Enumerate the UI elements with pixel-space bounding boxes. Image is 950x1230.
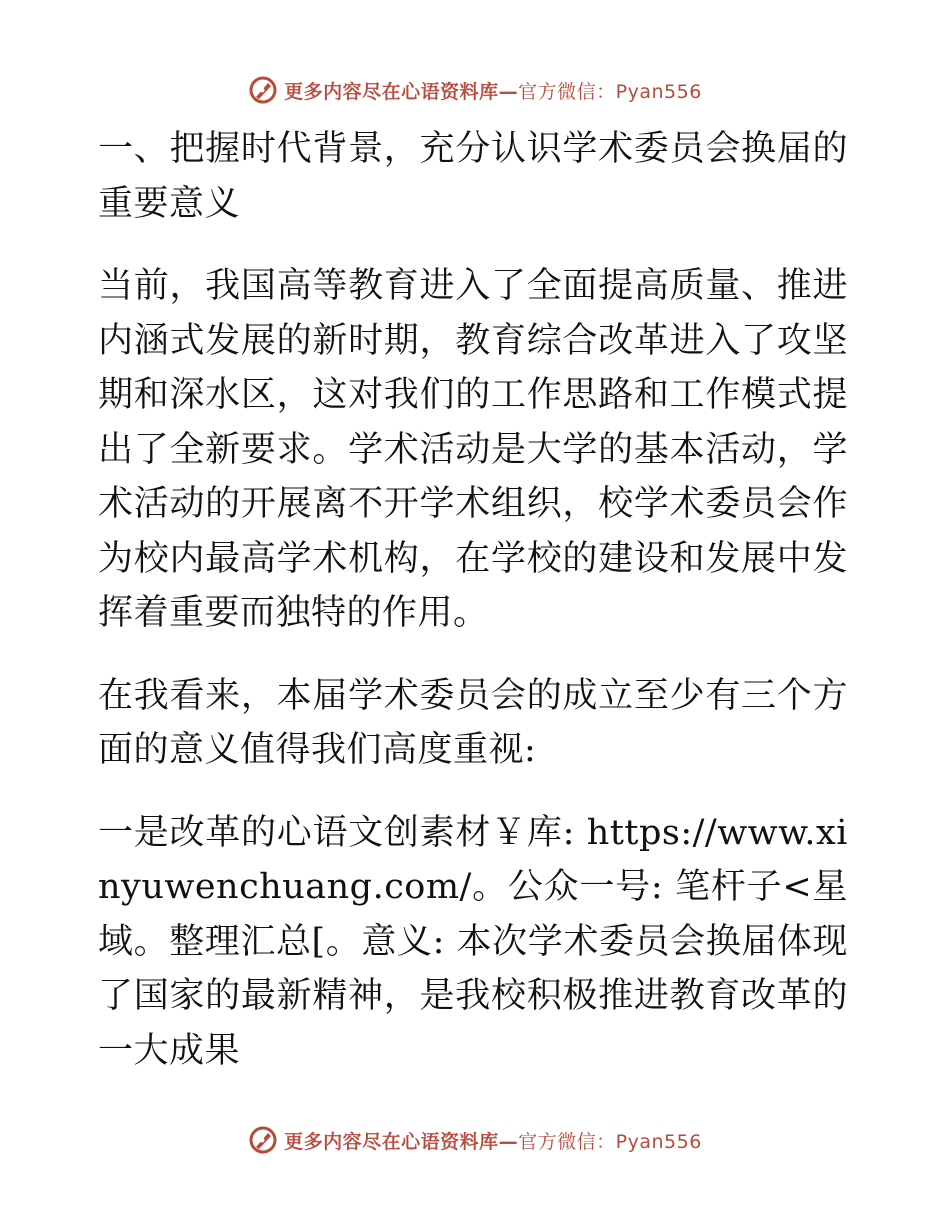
pen-logo-icon (248, 1125, 278, 1155)
banner-wechat: 官方微信：Pyan556 (518, 1130, 702, 1153)
paragraph-2: 在我看来，本届学术委员会的成立至少有三个方面的意义值得我们高度重视: (98, 675, 848, 770)
banner-text: 更多内容尽在心语资料库—官方微信：Pyan556 (284, 1130, 702, 1153)
section-heading: 一、把握时代背景，充分认识学术委员会换届的重要意义 (98, 129, 848, 224)
banner-wechat: 官方微信：Pyan556 (518, 80, 702, 103)
pen-logo-icon (248, 75, 278, 105)
paragraph-1: 当前，我国高等教育进入了全面提高质量、推进内涵式发展的新时期，教育综合改革进入了攻坚期和深水区，这对我们的工作思路和工作模式提出了全新要求。学术活动是大学的基本活动，学术活动的开展离不开学术组织，校学术委员会作为校内最高学术机构，在学校的建设和发展中发挥着重要而独特的作用。 (98, 266, 848, 633)
paragraph-3: 一是改革的心语文创素材￥库: https://www.xinyuwenchuang.com/。公众一号: 笔杆子<星域。整理汇总[。意义: 本次学术委员会换届体现了国家的最新精神，是我校积极推进教育改革的一大成果 (98, 812, 848, 1071)
footer-banner (0, 1120, 950, 1160)
banner-text: 更多内容尽在心语资料库—官方微信：Pyan556 (284, 80, 702, 103)
document-body (98, 122, 848, 1078)
header-banner (0, 70, 950, 110)
